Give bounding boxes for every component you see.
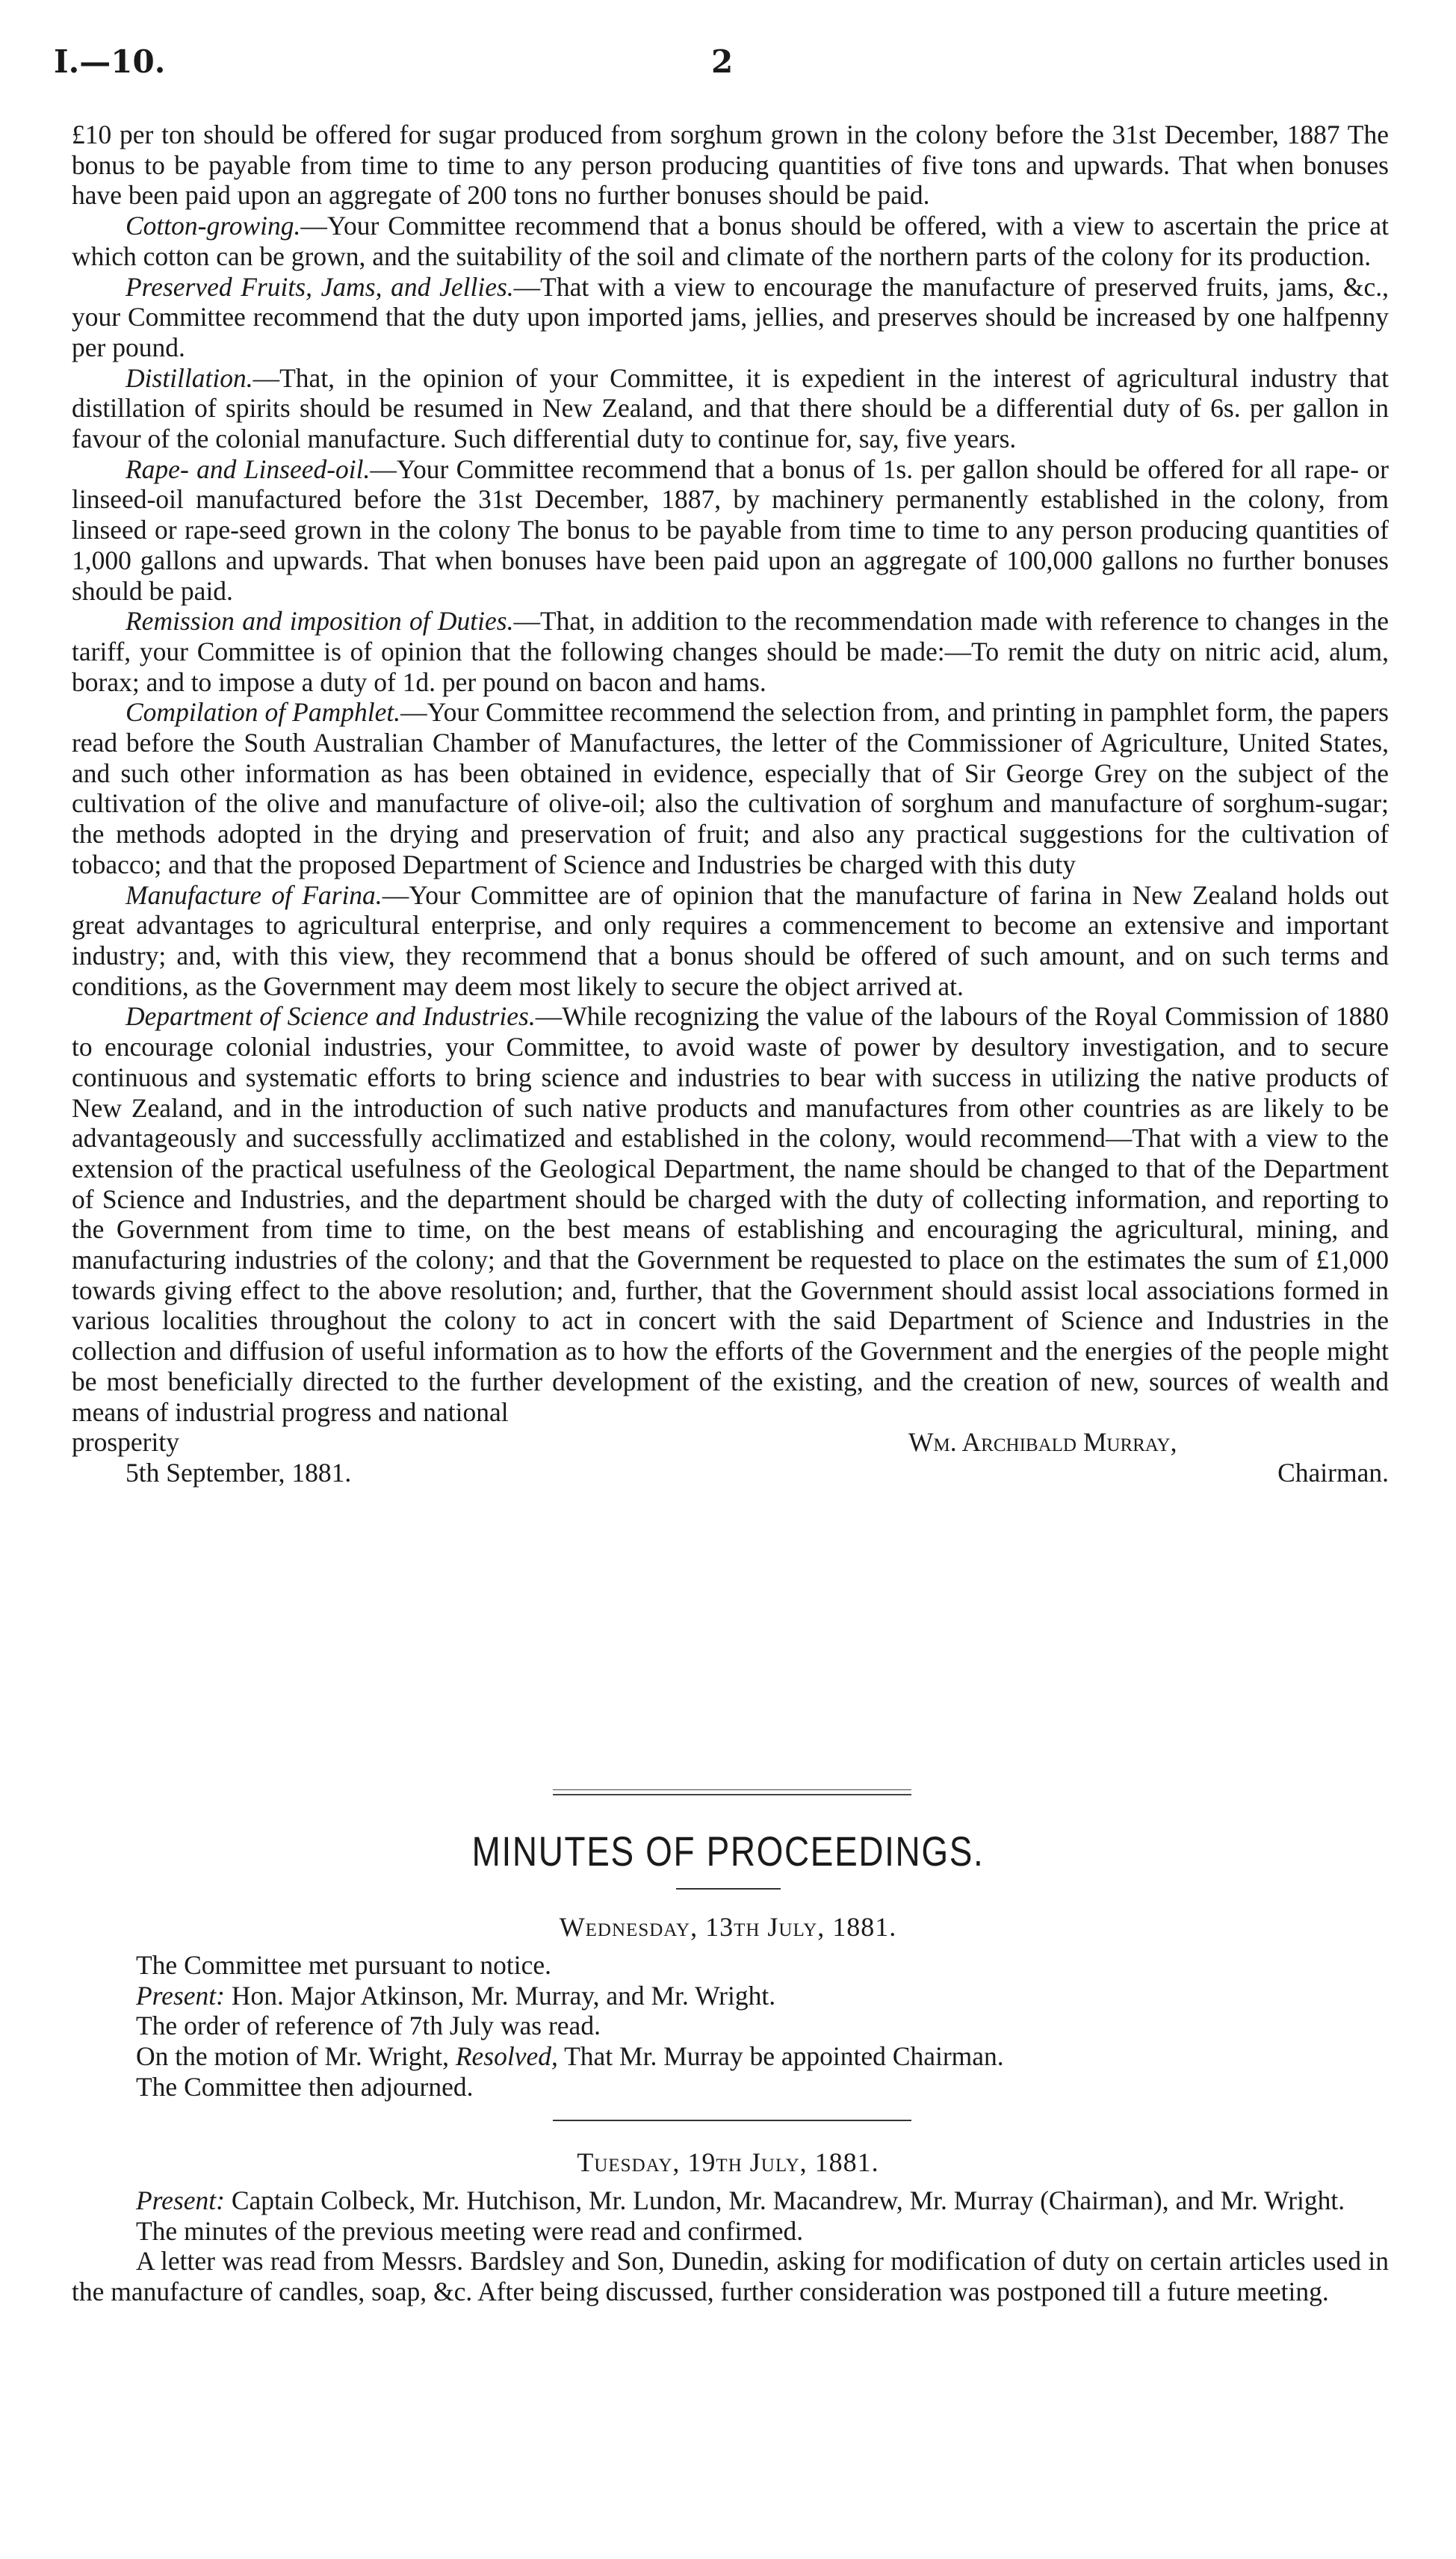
paragraph-distillation (72, 363, 1389, 454)
heading-rape-oil: Rape- and Linseed-oil. (126, 454, 371, 484)
meeting1-minutes (72, 1950, 1389, 2102)
meeting1-line3: The order of reference of 7th July was read. (136, 2011, 601, 2041)
present-label: Present: (136, 1980, 225, 2011)
meeting1-line5: The Committee then adjourned. (136, 2071, 474, 2102)
text-cotton: —Your Committee recommend that a bonus should be offered, with a view to ascertain the price at which cotton can be grown, and the suitability of the soil and climate of the northern parts of the colony for its production. (72, 211, 1389, 271)
meeting2-line3: A letter was read from Messrs. Bardsley and Son, Dunedin, asking for modification of duty on certain articles used in the manufacture of candles, soap, &c. After being discussed, further consideration was postponed till a future meeting. (72, 2246, 1389, 2307)
title-underline (676, 1888, 781, 1890)
text-pamphlet: —Your Committee recommend the selection from, and printing in pamphlet form, the papers read before the South Australian Chamber of Manufactures, the letter of the Commissioner of Agriculture, United States, and such other information as has been obtained in evidence, especially that of Sir George Grey on the subject of the cultivation of the olive and manufacture of olive-oil; also the cultivation of sorghum and manufacture of sorghum-sugar; the methods adopted in the drying and preservation of fruit; and also any practical suggestions for the cultivation of tobacco; and that the proposed Department of Science and Industries be charged with this duty (72, 697, 1389, 879)
signatory-name: Wm. Archibald Murray, (908, 1427, 1177, 1458)
paragraph-sugar: £10 per ton should be offered for sugar produced from sorghum grown in the colony before the 31st December, 1887 The bonus to be payable from time to time to any person producing quantities of five tons and upwards. That when bonuses have been paid upon an aggregate of 200 tons no further bonuses should be paid. (72, 120, 1389, 211)
present-label: Present: (136, 2185, 225, 2215)
last-word-prosperity: prosperity (72, 1427, 179, 1458)
paragraph-cotton (72, 211, 1389, 271)
text-fruits: —That with a view to encourage the manufacture of preserved fruits, jams, &c., your Committee recommend that the duty upon imported jams, jellies, and preserves should be increased by one halfpenny per pound. (72, 271, 1390, 362)
meeting1-line1: The Committee met pursuant to notice. (136, 1950, 552, 1980)
paragraph-rape-oil (72, 454, 1389, 607)
present-text: Captain Colbeck, Mr. Hutchison, Mr. Lundon, Mr. Macandrew, Mr. Murray (Chairman), and Mr. Wright. (224, 2185, 1345, 2215)
meeting1-line4 (72, 2041, 1389, 2072)
resolution-text: That Mr. Murray be appointed Chairman. (557, 2041, 1004, 2072)
heading-remission: Remission and imposition of Duties. (126, 606, 514, 637)
meeting2-date: Tuesday, 19th July, 1881. (577, 2147, 879, 2177)
paragraph-remission (72, 606, 1389, 697)
heading-distillation: Distillation. (126, 362, 253, 393)
paragraph-department (72, 1001, 1389, 1427)
heading-pamphlet: Compilation of Pamphlet. (126, 697, 401, 728)
signatory-title: Chairman. (1277, 1458, 1389, 1488)
text-remission: —That, in addition to the recommendation made with reference to changes in the tariff, your Committee is of opinion that the following changes should be made:—To remit the duty on nitric acid, alum, borax; and to impose a duty of 1d. per pound on bacon and hams. (72, 606, 1390, 697)
paragraph-pamphlet (72, 697, 1389, 879)
page-number: 2 (711, 43, 734, 80)
text-farina: —Your Committee are of opinion that the manufacture of farina in New Zealand holds out great advantages to agricultural enterprise, and only requires a commencement to become an extensive and important industry; and, with this view, they recommend that a bonus should be offered of such amount, and on such terms and conditions, as the Government may deem most likely to secure the object arrived at. (72, 879, 1389, 1001)
text-department: —While recognizing the value of the labours of the Royal Commission of 1880 to encourage colonial industries, your Committee, to avoid waste of power by desultory investigation, and to secure continuous and systematic efforts to bring science and industries to bear with success in utilizing the native products of New Zealand, and in the introduction of such native products and manufactures from other countries as are likely to be advantageously and successfully acclimatized and established in the colony, would recommend—That with a view to the extension of the practical usefulness of the Geological Department, the name should be changed to that of the Department of Science and Industries, and the department should be charged with the duty of collecting information, and reporting to the Government from time to time, on the best means of establishing and encouraging the agricultural, mining, and manufacturing industries of the colony; and that the Government be requested to place on the estimates the sum of £1,000 towards giving effect to the above resolution; and, further, that the Government should assist local associations formed in various localities throughout the colony to act in concert with the said Department of Science and Industries in the collection and diffusion of useful information as to how the efforts of the Government and the energies of the people might be most beneficially directed to the further development of the existing, and the creation of new, sources of wealth and means of industrial progress and national (72, 1001, 1389, 1427)
report-body (72, 120, 1389, 1488)
heading-department: Department of Science and Industries. (126, 1001, 536, 1032)
meeting1-present (72, 1981, 1389, 2011)
heading-cotton: Cotton-growing. (126, 211, 301, 241)
paragraph-farina (72, 880, 1389, 1002)
signature-block (72, 1427, 1389, 1488)
paragraph-fruits (72, 272, 1389, 363)
meeting1-date: Wednesday, 13th July, 1881. (559, 1912, 897, 1942)
motion-text: On the motion of Mr. Wright, (136, 2041, 456, 2072)
meeting2-minutes (72, 2185, 1389, 2307)
text-distillation: —That, in the opinion of your Committee, it is expedient in the interest of agricultural industry that distillation of spirits should be resumed in New Zealand, and that there should be a differential duty of 6s. per gallon in favour of the colonial manufacture. Such differential duty to continue for, say, five years. (72, 362, 1389, 454)
text-rape-oil: —Your Committee recommend that a bonus of 1s. per gallon should be offered for all rape- or linseed-oil manufactured before the 31st December, 1887, by machinery permanently established in the colony, from linseed or rape-seed grown in the colony The bonus to be payable from time to time to any person producing quantities of 1,000 gallons and upwards. That when bonuses have been paid upon an aggregate of 100,000 gallons no further bonuses should be paid. (72, 454, 1389, 606)
resolved-label: Resolved, (455, 2041, 558, 2072)
meeting2-line2: The minutes of the previous meeting were read and confirmed. (136, 2215, 804, 2246)
section-divider (553, 1789, 911, 1795)
report-date: 5th September, 1881. (126, 1458, 352, 1488)
running-head (54, 43, 1398, 88)
present-text: Hon. Major Atkinson, Mr. Murray, and Mr. Wright. (224, 1980, 776, 2011)
paper-id: I.—10. (54, 43, 166, 80)
heading-fruits: Preserved Fruits, Jams, and Jellies. (126, 271, 514, 302)
minutes-title: MINUTES OF PROCEEDINGS. (471, 1828, 985, 1875)
meeting2-present (72, 2185, 1389, 2216)
meeting-divider (553, 2120, 911, 2121)
heading-farina: Manufacture of Farina. (126, 879, 382, 910)
